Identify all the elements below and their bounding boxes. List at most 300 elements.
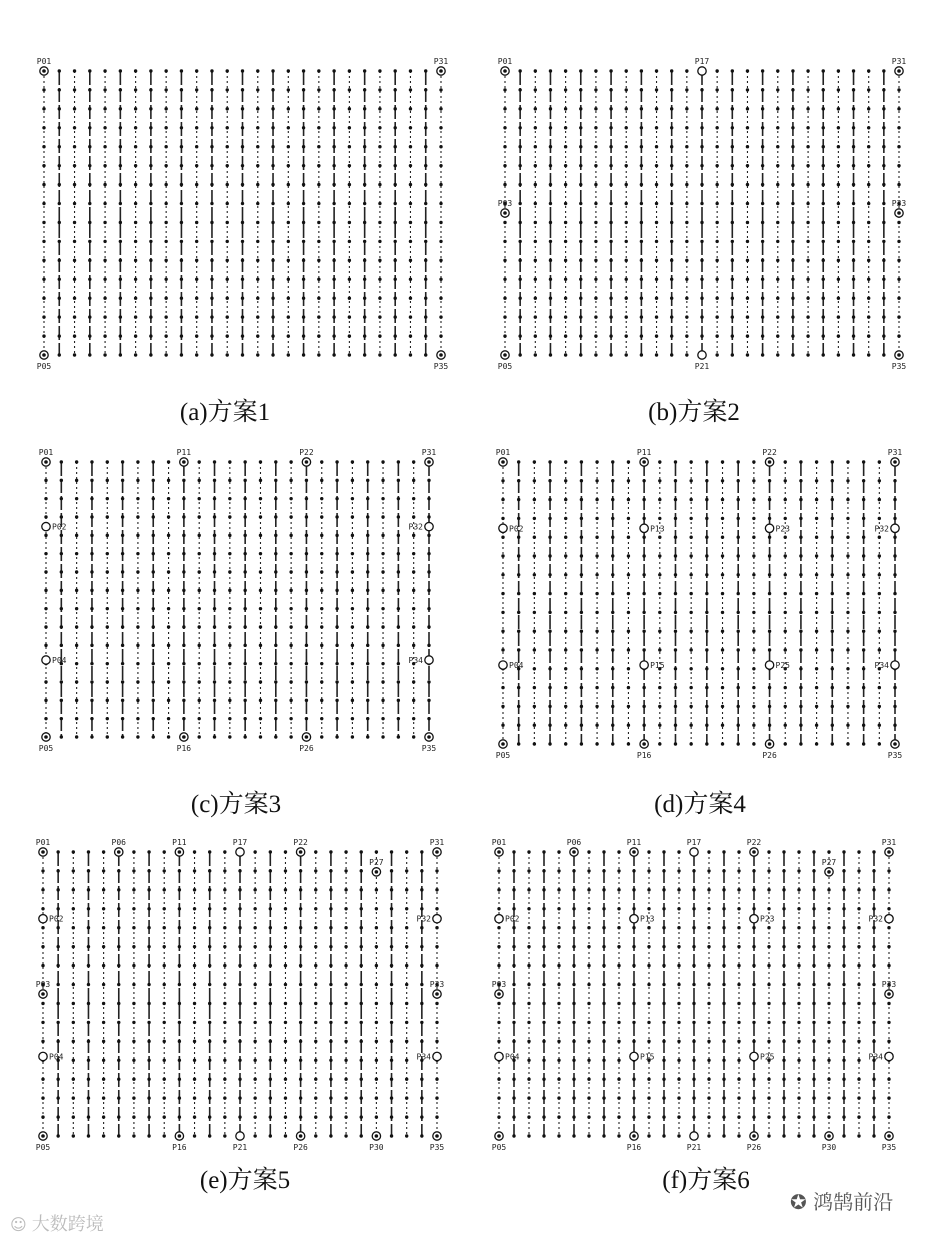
grid-node — [228, 589, 231, 592]
grid-node — [867, 259, 870, 262]
grid-node — [238, 945, 241, 948]
grid-node — [344, 850, 347, 853]
grid-node — [136, 589, 139, 592]
grid-node — [259, 735, 262, 738]
grid-node — [381, 552, 384, 555]
grid-node — [405, 1078, 408, 1081]
grid-node — [746, 69, 749, 72]
grid-node — [640, 107, 643, 110]
grid-node — [611, 460, 614, 463]
grid-node — [208, 1040, 211, 1043]
point-p11-center — [632, 850, 636, 854]
point-p26-center — [752, 1134, 756, 1138]
point-label-p01: P01 — [495, 448, 511, 457]
grid-node — [842, 1134, 845, 1137]
grid-node — [167, 570, 170, 573]
grid-node — [721, 479, 724, 482]
grid-node — [102, 964, 105, 967]
grid-node — [424, 278, 427, 281]
grid-node — [75, 589, 78, 592]
grid-node — [317, 221, 320, 224]
grid-node — [722, 1115, 725, 1118]
grid-node — [274, 552, 277, 555]
grid-node — [677, 1002, 680, 1005]
grid-node — [503, 315, 506, 318]
grid-node — [852, 69, 855, 72]
grid-node — [872, 964, 875, 967]
point-p01-center — [42, 69, 46, 73]
point-p02-marker — [495, 915, 503, 923]
grid-node — [259, 699, 262, 702]
grid-node — [731, 334, 734, 337]
grid-node — [564, 648, 567, 651]
grid-node — [178, 1096, 181, 1099]
grid-node — [761, 334, 764, 337]
grid-node — [721, 498, 724, 501]
point-p04-marker — [39, 1052, 47, 1060]
grid-node — [299, 1096, 302, 1099]
grid-node — [580, 554, 583, 557]
grid-node — [103, 88, 106, 91]
grid-node — [579, 240, 582, 243]
grid-node — [60, 717, 63, 720]
grid-node — [715, 297, 718, 300]
grid-node — [397, 699, 400, 702]
grid-node — [700, 315, 703, 318]
grid-node — [397, 552, 400, 555]
grid-node — [198, 699, 201, 702]
point-label-p35: P35 — [421, 744, 437, 753]
grid-node — [164, 259, 167, 262]
point-label-p23: P23 — [775, 524, 791, 534]
grid-node — [182, 570, 185, 573]
grid-node — [768, 536, 771, 539]
grid-node — [41, 1115, 44, 1118]
grid-node — [534, 297, 537, 300]
point-p33-center — [887, 992, 891, 996]
grid-node — [812, 1115, 815, 1118]
grid-node — [317, 353, 320, 356]
grid-node — [655, 353, 658, 356]
grid-node — [862, 724, 865, 727]
point-p34-marker — [885, 1052, 893, 1060]
grid-node — [534, 240, 537, 243]
grid-node — [198, 497, 201, 500]
point-p22-center — [299, 850, 303, 854]
grid-node — [872, 1096, 875, 1099]
grid-node — [692, 869, 695, 872]
grid-node — [572, 907, 575, 910]
grid-node — [284, 945, 287, 948]
grid-node — [210, 221, 213, 224]
grid-node — [378, 183, 381, 186]
grid-node — [363, 259, 366, 262]
point-p01-center — [501, 460, 505, 464]
grid-node — [580, 705, 583, 708]
grid-node — [799, 705, 802, 708]
grid-node — [378, 88, 381, 91]
grid-node — [253, 1059, 256, 1062]
grid-node — [439, 145, 442, 148]
grid-node — [284, 983, 287, 986]
grid-node — [149, 145, 152, 148]
grid-node — [806, 315, 809, 318]
grid-node — [548, 498, 551, 501]
grid-node — [527, 888, 530, 891]
grid-node — [715, 202, 718, 205]
grid-node — [705, 460, 708, 463]
grid-node — [689, 742, 692, 745]
grid-node — [299, 888, 302, 891]
grid-node — [518, 164, 521, 167]
grid-node — [58, 278, 61, 281]
grid-node — [806, 259, 809, 262]
grid-node — [867, 183, 870, 186]
grid-node — [731, 69, 734, 72]
grid-node — [182, 534, 185, 537]
grid-node — [806, 221, 809, 224]
grid-node — [284, 907, 287, 910]
grid-node — [351, 460, 354, 463]
grid-node — [424, 315, 427, 318]
grid-node — [752, 1078, 755, 1081]
grid-node — [572, 1134, 575, 1137]
grid-node — [75, 607, 78, 610]
grid-node — [269, 888, 272, 891]
grid-node — [243, 460, 246, 463]
grid-node — [375, 983, 378, 986]
grid-node — [163, 850, 166, 853]
grid-node — [611, 648, 614, 651]
grid-node — [226, 69, 229, 72]
grid-node — [882, 278, 885, 281]
grid-node — [320, 735, 323, 738]
point-label-p35: P35 — [433, 362, 449, 371]
grid-node — [132, 1134, 135, 1137]
grid-node — [117, 1002, 120, 1005]
grid-node — [60, 699, 63, 702]
grid-node — [746, 297, 749, 300]
grid-node — [375, 1078, 378, 1081]
point-label-p22: P22 — [293, 838, 308, 847]
grid-node — [752, 592, 755, 595]
grid-node — [627, 479, 630, 482]
grid-node — [213, 644, 216, 647]
grid-node — [752, 705, 755, 708]
grid-node — [882, 221, 885, 224]
grid-node — [363, 145, 366, 148]
grid-node — [167, 680, 170, 683]
grid-node — [360, 1096, 363, 1099]
grid-node — [707, 945, 710, 948]
grid-node — [397, 497, 400, 500]
point-label-p05: P05 — [491, 1143, 507, 1152]
grid-node — [314, 983, 317, 986]
grid-node — [517, 554, 520, 557]
grid-node — [501, 498, 504, 501]
grid-node — [705, 554, 708, 557]
grid-node — [332, 126, 335, 129]
grid-node — [867, 164, 870, 167]
grid-node — [90, 735, 93, 738]
grid-node — [776, 334, 779, 337]
grid-node — [271, 88, 274, 91]
grid-node — [287, 240, 290, 243]
grid-node — [149, 334, 152, 337]
grid-node — [768, 517, 771, 520]
grid-node — [163, 1002, 166, 1005]
grid-node — [815, 554, 818, 557]
point-label-p15: P15 — [650, 661, 665, 671]
grid-node — [791, 164, 794, 167]
grid-node — [784, 686, 787, 689]
grid-node — [136, 479, 139, 482]
grid-node — [580, 667, 583, 670]
grid-node — [243, 644, 246, 647]
grid-node — [587, 907, 590, 910]
grid-node — [564, 297, 567, 300]
grid-node — [72, 869, 75, 872]
grid-node — [287, 259, 290, 262]
grid-node — [405, 907, 408, 910]
grid-node — [831, 648, 834, 651]
point-label-p04: P04 — [509, 661, 524, 671]
grid-node — [752, 888, 755, 891]
grid-node — [117, 907, 120, 910]
grid-node — [872, 869, 875, 872]
grid-node — [208, 869, 211, 872]
grid-node — [549, 353, 552, 356]
grid-node — [831, 705, 834, 708]
grid-node — [611, 667, 614, 670]
grid-node — [302, 202, 305, 205]
grid-node — [405, 1115, 408, 1118]
grid-node — [106, 607, 109, 610]
grid-node — [348, 278, 351, 281]
grid-node — [595, 724, 598, 727]
grid-node — [164, 164, 167, 167]
grid-node — [208, 964, 211, 967]
grid-node — [320, 644, 323, 647]
grid-node — [707, 888, 710, 891]
grid-node — [715, 69, 718, 72]
point-label-p04: P04 — [505, 1052, 520, 1062]
grid-node — [314, 888, 317, 891]
grid-node — [42, 315, 45, 318]
grid-node — [503, 221, 506, 224]
grid-node — [243, 534, 246, 537]
grid-node — [767, 888, 770, 891]
grid-node — [182, 662, 185, 665]
grid-node — [857, 1115, 860, 1118]
grid-node — [705, 705, 708, 708]
grid-node — [412, 534, 415, 537]
grid-node — [587, 1134, 590, 1137]
grid-node — [241, 126, 244, 129]
grid-node — [767, 1096, 770, 1099]
grid-node — [846, 630, 849, 633]
grid-node — [768, 724, 771, 727]
grid-node — [163, 1021, 166, 1024]
grid-node — [56, 1096, 59, 1099]
grid-node — [305, 570, 308, 573]
grid-node — [611, 724, 614, 727]
grid-node — [393, 334, 396, 337]
grid-node — [302, 107, 305, 110]
grid-node — [707, 907, 710, 910]
grid-node — [320, 570, 323, 573]
grid-node — [60, 534, 63, 537]
grid-node — [344, 869, 347, 872]
grid-node — [893, 724, 896, 727]
grid-node — [332, 240, 335, 243]
grid-node — [305, 625, 308, 628]
grid-node — [799, 742, 802, 745]
grid-node — [363, 315, 366, 318]
grid-node — [439, 278, 442, 281]
grid-node — [501, 611, 504, 614]
grid-node — [271, 183, 274, 186]
grid-node — [344, 983, 347, 986]
grid-node — [335, 570, 338, 573]
grid-node — [689, 536, 692, 539]
grid-node — [193, 1078, 196, 1081]
grid-node — [782, 945, 785, 948]
grid-node — [705, 667, 708, 670]
grid-node — [256, 202, 259, 205]
point-p17-marker — [236, 848, 244, 856]
grid-node — [149, 88, 152, 91]
grid-node — [625, 315, 628, 318]
grid-node — [213, 570, 216, 573]
grid-node — [121, 479, 124, 482]
grid-node — [420, 907, 423, 910]
grid-node — [228, 717, 231, 720]
grid-node — [722, 850, 725, 853]
grid-node — [75, 717, 78, 720]
grid-node — [812, 850, 815, 853]
grid-node — [198, 717, 201, 720]
grid-node — [784, 630, 787, 633]
grid-node — [163, 945, 166, 948]
grid-node — [119, 240, 122, 243]
grid-node — [685, 126, 688, 129]
grid-node — [572, 1021, 575, 1024]
grid-node — [332, 107, 335, 110]
grid-node — [87, 1040, 90, 1043]
grid-node — [90, 607, 93, 610]
grid-node — [182, 680, 185, 683]
grid-node — [831, 554, 834, 557]
grid-node — [228, 644, 231, 647]
grid-node — [797, 1134, 800, 1137]
grid-node — [579, 69, 582, 72]
grid-node — [580, 742, 583, 745]
grid-node — [715, 126, 718, 129]
grid-node — [822, 88, 825, 91]
grid-node — [195, 88, 198, 91]
grid-node — [180, 315, 183, 318]
grid-node — [737, 926, 740, 929]
grid-node — [837, 183, 840, 186]
grid-node — [557, 1115, 560, 1118]
grid-node — [752, 517, 755, 520]
grid-node — [677, 926, 680, 929]
grid-node — [812, 1078, 815, 1081]
grid-node — [75, 644, 78, 647]
grid-node — [837, 240, 840, 243]
grid-node — [692, 1040, 695, 1043]
grid-node — [812, 1059, 815, 1062]
grid-node — [344, 964, 347, 967]
caption-c: (c)方案3 — [190, 791, 282, 818]
grid-node — [784, 611, 787, 614]
grid-node — [627, 592, 630, 595]
point-label-p11: P11 — [636, 448, 652, 457]
point-p30-center — [375, 1134, 379, 1138]
point-p13-marker — [640, 524, 648, 532]
grid-node — [533, 630, 536, 633]
watermark-left: ☺ 大数跨境 — [10, 1214, 104, 1235]
grid-node — [147, 1134, 150, 1137]
grid-node — [44, 534, 47, 537]
point-p03-center — [503, 211, 507, 215]
grid-node — [542, 850, 545, 853]
grid-node — [289, 589, 292, 592]
grid-node — [147, 1096, 150, 1099]
grid-node — [41, 907, 44, 910]
grid-node — [527, 964, 530, 967]
grid-node — [867, 278, 870, 281]
grid-node — [182, 607, 185, 610]
grid-node — [213, 479, 216, 482]
grid-node — [501, 724, 504, 727]
grid-node — [617, 907, 620, 910]
grid-node — [822, 259, 825, 262]
grid-node — [378, 240, 381, 243]
grid-node — [831, 479, 834, 482]
grid-node — [238, 907, 241, 910]
grid-node — [831, 460, 834, 463]
grid-node — [73, 183, 76, 186]
grid-node — [289, 717, 292, 720]
grid-node — [501, 705, 504, 708]
grid-node — [579, 278, 582, 281]
grid-node — [75, 534, 78, 537]
grid-node — [564, 107, 567, 110]
grid-node — [134, 88, 137, 91]
grid-node — [882, 353, 885, 356]
grid-node — [564, 202, 567, 205]
grid-node — [497, 945, 500, 948]
grid-node — [782, 1096, 785, 1099]
grid-node — [269, 945, 272, 948]
grid-node — [75, 515, 78, 518]
grid-node — [670, 164, 673, 167]
grid-node — [180, 240, 183, 243]
grid-node — [806, 107, 809, 110]
grid-node — [572, 926, 575, 929]
point-label-p21: P21 — [686, 1143, 702, 1152]
grid-node — [761, 353, 764, 356]
grid-node — [329, 1021, 332, 1024]
grid-node — [106, 680, 109, 683]
grid-node — [501, 592, 504, 595]
grid-node — [335, 680, 338, 683]
grid-node — [241, 88, 244, 91]
grid-node — [518, 145, 521, 148]
grid-node — [427, 717, 430, 720]
